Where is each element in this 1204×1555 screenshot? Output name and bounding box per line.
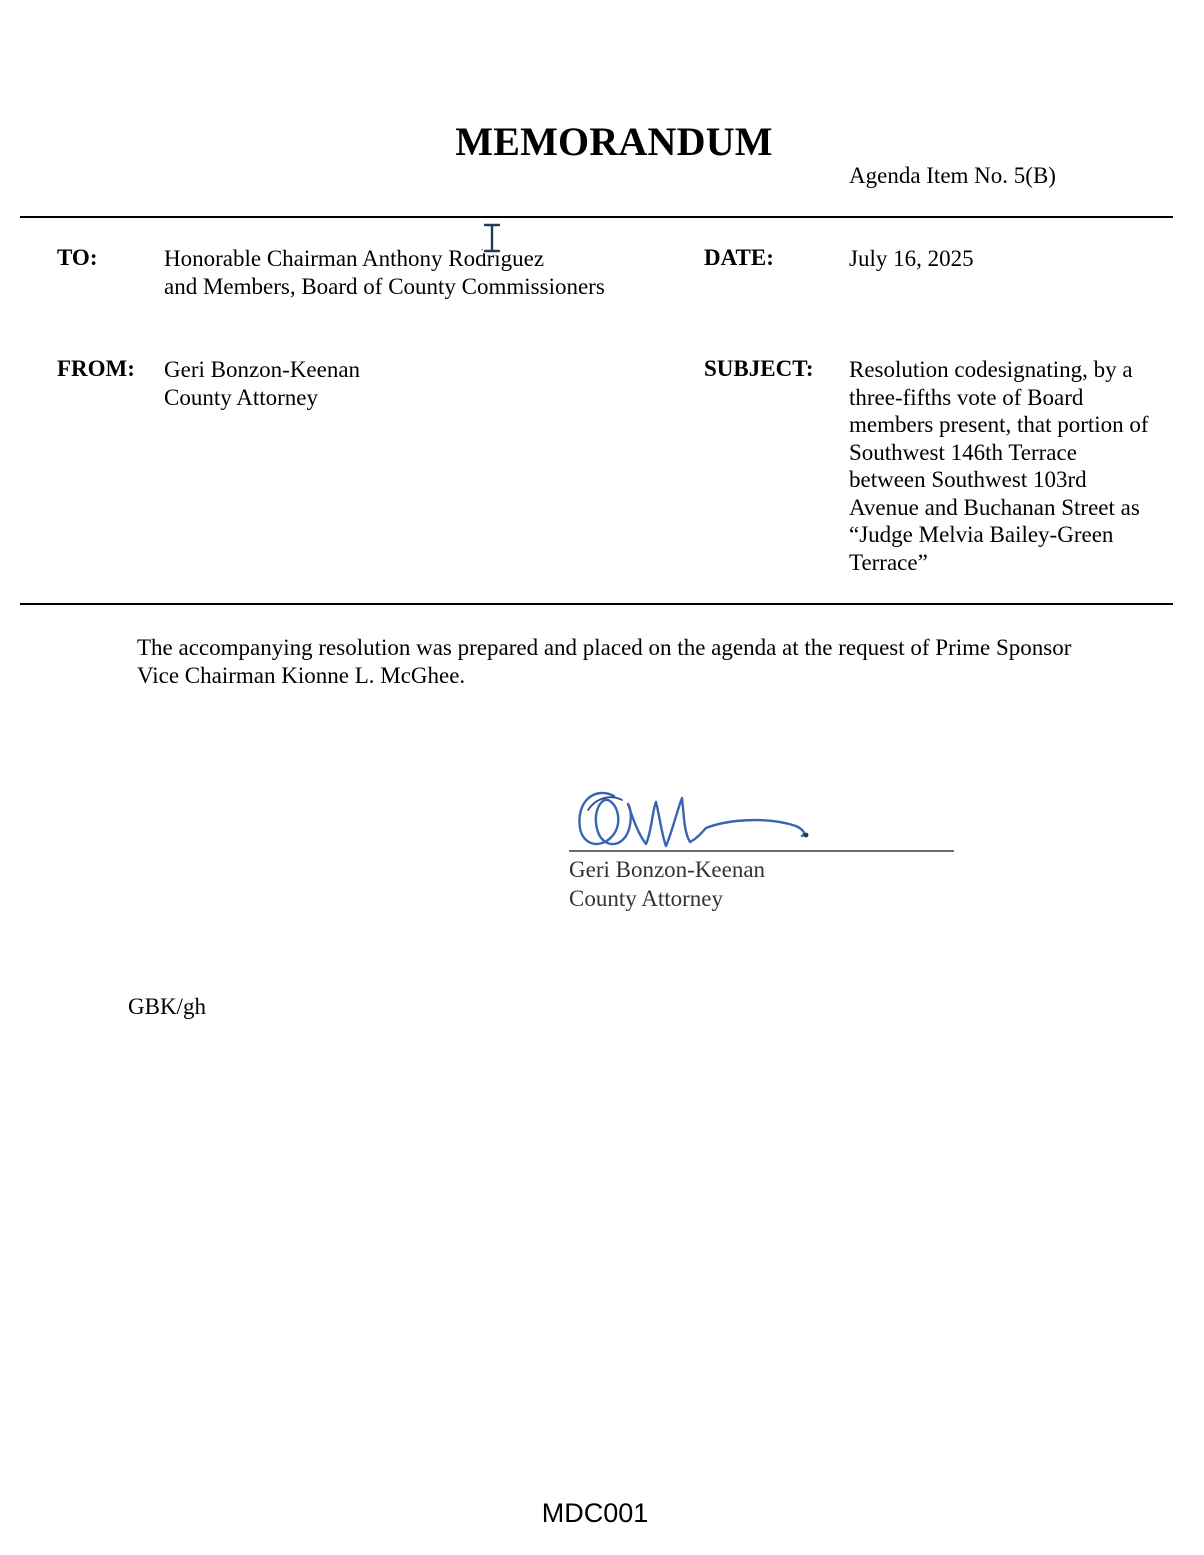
page-footer-code: MDC001 [541, 1498, 649, 1528]
from-line: Geri Bonzon-Keenan [164, 357, 361, 382]
typist-initials: GBK/gh [128, 994, 206, 1019]
signature-line-text: County Attorney [569, 886, 723, 911]
agenda-item-number: Agenda Item No. 5(B) [849, 163, 1056, 188]
from-line: County Attorney [164, 384, 318, 410]
subject-line: “Judge Melvia Bailey-Green [849, 522, 1114, 547]
memo-body [137, 634, 1071, 689]
to-line: and Members, Board of County Commissioners [164, 273, 605, 299]
top-rule [20, 216, 1173, 218]
body-line: The accompanying resolution was prepared and placed on the agenda at the request of Prime Sponsor [137, 635, 1072, 660]
to-label: TO: [57, 245, 98, 270]
from-value [164, 356, 360, 411]
signature-line-text: Geri Bonzon-Keenan [569, 857, 766, 882]
date-value: July 16, 2025 [849, 246, 974, 271]
subject-line: Southwest 146th Terrace [849, 439, 1077, 465]
subject-value [849, 356, 1149, 576]
signature-image [566, 780, 826, 860]
to-value [164, 245, 605, 300]
subject-line: Avenue and Buchanan Street as [849, 494, 1140, 520]
bottom-rule [20, 603, 1173, 605]
from-label: FROM: [57, 356, 135, 381]
subject-line: members present, that portion of [849, 412, 1149, 437]
signature-name-block [569, 855, 765, 913]
memo-title: MEMORANDUM [455, 119, 773, 164]
body-line: Vice Chairman Kionne L. McGhee. [137, 662, 466, 688]
signature-line [569, 850, 954, 852]
date-label: DATE: [704, 245, 774, 270]
to-line: Honorable Chairman Anthony Rodriguez [164, 246, 545, 271]
subject-line: three-fifths vote of Board [849, 384, 1084, 410]
subject-line: Terrace” [849, 549, 928, 575]
text-cursor-icon [482, 222, 502, 254]
subject-label: SUBJECT: [704, 356, 814, 381]
subject-line: between Southwest 103rd [849, 467, 1087, 492]
subject-line: Resolution codesignating, by a [849, 357, 1133, 382]
